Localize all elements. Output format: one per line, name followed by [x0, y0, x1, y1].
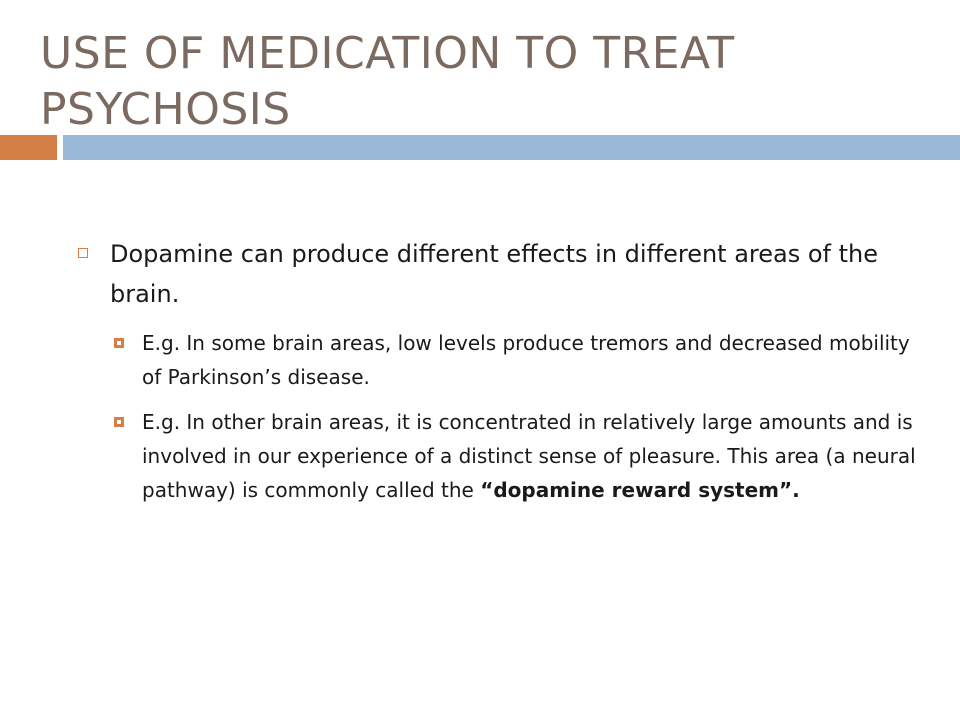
title-accent-bar-orange [0, 135, 57, 160]
bullet-main-text: Dopamine can produce different effects in different areas of the brain. [110, 240, 879, 308]
title-accent-bar-blue [63, 135, 960, 160]
square-bullet-icon [114, 417, 124, 427]
sub-bullet-reward-text: E.g. In other brain areas, it is concentrated in relatively large amounts and is involved in our experience of a distinct sense of pleasure. This area (a neural pathway) is commonly called the [142, 410, 916, 502]
sub-bullet-parkinsons [114, 326, 926, 394]
square-bullet-icon [114, 338, 124, 348]
dopamine-reward-system-term: “dopamine reward system”. [480, 478, 800, 502]
sub-bullet-reward [114, 405, 926, 507]
slide-title: USE OF MEDICATION TO TREAT PSYCHOSIS [40, 28, 735, 135]
slide-body [76, 234, 926, 507]
sub-bullet-parkinsons-text: E.g. In some brain areas, low levels produce tremors and decreased mobility of Parkinson’s disease. [142, 331, 910, 389]
bullet-main [76, 234, 926, 314]
hollow-square-bullet-icon [78, 248, 88, 258]
